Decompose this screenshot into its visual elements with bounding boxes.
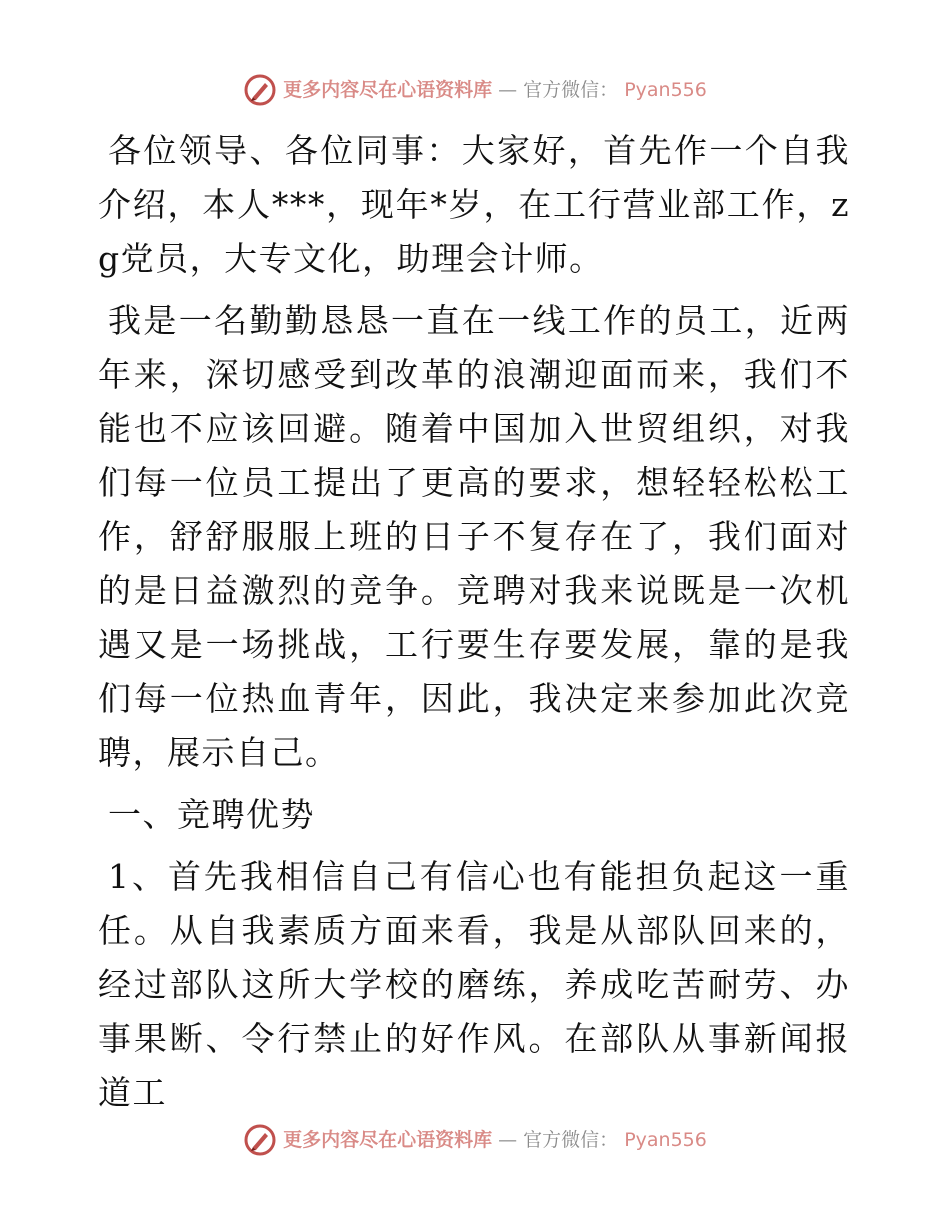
watermark-brand: 更多内容尽在心语资料库	[283, 79, 493, 101]
watermark-account: Pyan556	[624, 1129, 707, 1151]
section-heading: 一、竞聘优势	[108, 795, 315, 834]
watermark-dash: —	[498, 79, 518, 101]
document-body	[98, 124, 850, 1128]
paragraph-advantage-1: 1、首先我相信自己有信心也有能担负起这一重任。从自我素质方面来看，我是从部队回来的，经过部队这所大学校的磨练，养成吃苦耐劳、办事果断、令行禁止的好作风。在部队从事新闻报道工	[98, 857, 850, 1112]
ink-pen-logo-icon	[243, 73, 277, 107]
watermark-account: Pyan556	[624, 79, 707, 101]
footer-watermark	[0, 1120, 950, 1160]
ink-pen-logo-icon	[243, 1123, 277, 1157]
watermark-brand: 更多内容尽在心语资料库	[283, 1129, 493, 1151]
paragraph-greeting: 各位领导、各位同事：大家好，首先作一个自我介绍，本人***，现年*岁，在工行营业部工作，zg党员，大专文化，助理会计师。	[98, 131, 850, 278]
watermark-subtitle: 官方微信：	[523, 1129, 619, 1151]
paragraph-motivation: 我是一名勤勤恳恳一直在一线工作的员工，近两年来，深切感受到改革的浪潮迎面而来，我们不能也不应该回避。随着中国加入世贸组织，对我们每一位员工提出了更高的要求，想轻轻松松工作，舒舒服服上班的日子不复存在了，我们面对的是日益激烈的竞争。竞聘对我来说既是一次机遇又是一场挑战，工行要生存要发展，靠的是我们每一位热血青年，因此，我决定来参加此次竞聘，展示自己。	[98, 301, 850, 772]
watermark-dash: —	[498, 1129, 518, 1151]
watermark-subtitle: 官方微信：	[523, 79, 619, 101]
header-watermark	[0, 70, 950, 110]
